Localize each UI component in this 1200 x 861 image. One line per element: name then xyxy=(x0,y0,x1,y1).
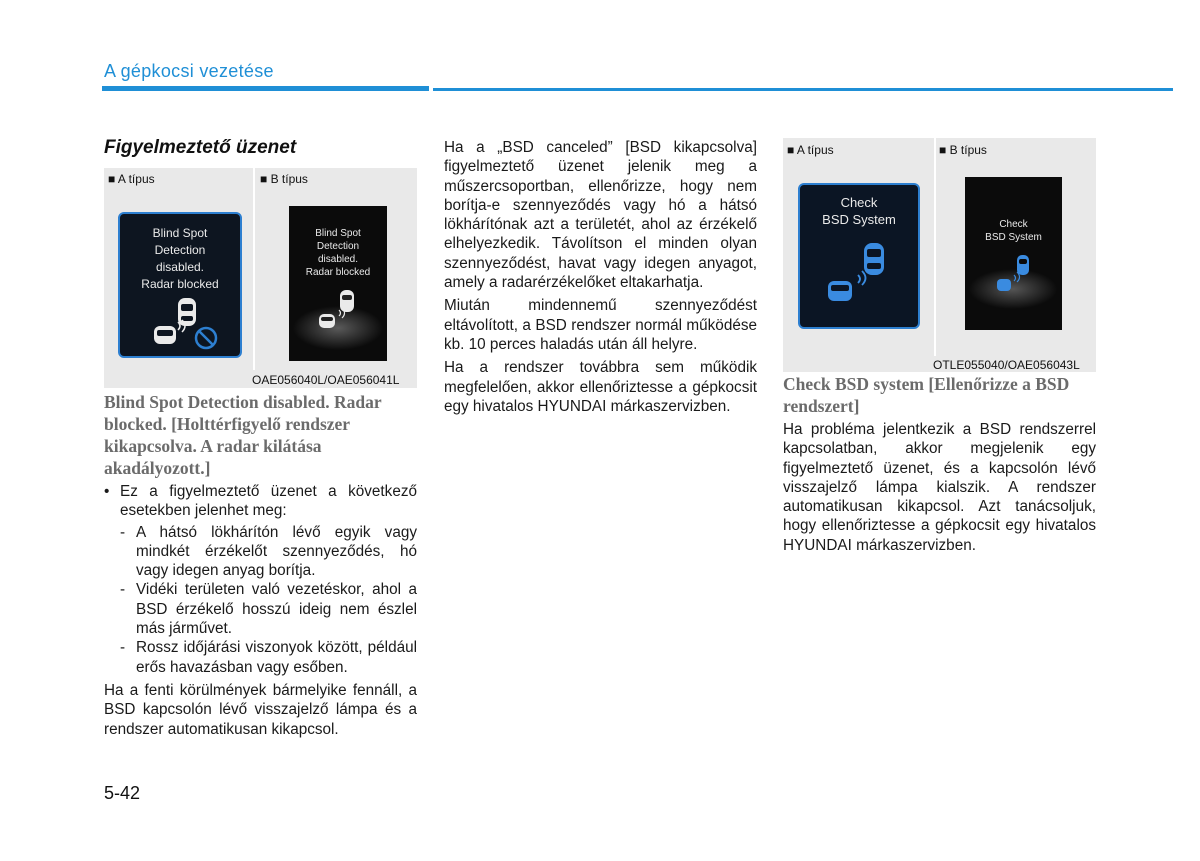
caption-left: Blind Spot Detection disabled. Radar blocked. [Holttérfigyelő rendszer kikapcsolva. A radar kilátása akadályozott.] xyxy=(104,392,382,478)
header-rule-thick xyxy=(102,86,429,91)
dash-item-text: A hátsó lökhárítón lévő egyik vagy mindkét érzékelőt szennyeződés, hó vagy idegen anyag borítja. xyxy=(136,523,417,580)
screen-line: Check xyxy=(840,195,878,210)
right-body xyxy=(783,420,1096,559)
cluster-screen-b xyxy=(289,206,387,361)
dash-item: - Rossz időjárási viszonyok között, például erős havazásban vagy esőben. xyxy=(120,639,417,676)
cluster-screen-a xyxy=(798,183,920,329)
paragraph: Miután mindennemű szennyeződést eltávolított, a BSD rendszer normál működése kb. 10 perces haladás után áll helyre. xyxy=(444,297,757,353)
figure-code: OAE056040L/OAE056041L xyxy=(252,373,400,387)
paragraph: Ha a rendszer továbbra sem működik megfelelően, akkor ellenőriztesse a gépkocsit egy hivatalos HYUNDAI márkaszervizben. xyxy=(444,359,757,415)
bullet-item: • Ez a figyelmeztető üzenet a következő esetekben jelenhet meg: xyxy=(104,482,417,521)
header-rule-thin xyxy=(433,88,1173,91)
figure-label-b: ■ B típus xyxy=(939,143,987,157)
screen-line: Detection xyxy=(154,243,206,257)
paragraph: Ha probléma jelentkezik a BSD rendszerrel kapcsolatban, akkor megjelenik egy figyelmeztető üzenet, és a kapcsolón lévő visszajelző lámpa kialszik. A rendszer automatikusan kikapcsol. Azt tanácsoljuk, hogy ellenőriztesse a gépkocsit egy hivatalos HYUNDAI márkaszervizben. xyxy=(783,421,1096,554)
screen-line: disabled. xyxy=(317,254,359,265)
dash-item: - A hátsó lökhárítón lévő egyik vagy mindkét érzékelőt szennyeződés, hó vagy idegen anyag borítja. xyxy=(120,523,417,580)
paragraph: Ha a „BSD canceled” [BSD kikapcsolva] figyelmeztető üzenet jelenik meg a műszercsoportban, ellenőrizze, hogy nem borítja-e szennyeződés vagy hó a hátsó lökhárítónak azt a területét, ahol az érzékelő elhelyezkedik. Távolítson el minden olyan szennyeződést, havat vagy idegen anyagot, amely a radarérzékelőket eltakarhatja. xyxy=(444,139,757,292)
left-body xyxy=(104,482,417,743)
bsd-scene xyxy=(965,249,1062,319)
car-icon xyxy=(828,281,852,301)
radar-wave-icon xyxy=(858,271,866,285)
page-number: 5-42 xyxy=(104,783,141,803)
car-icon xyxy=(178,298,196,326)
screen-line: BSD System xyxy=(822,212,896,227)
dash-item-text: Rossz időjárási viszonyok között, például erős havazásban vagy esőben. xyxy=(136,639,417,676)
screen-line: Radar blocked xyxy=(141,277,219,291)
cluster-screen-a xyxy=(118,212,242,358)
screen-line: Check xyxy=(999,219,1028,230)
dash-item: - Vidéki területen való vezetéskor, ahol a BSD érzékelő hosszú ideig nem észlel más járművet. xyxy=(120,581,417,638)
figure-left xyxy=(104,168,417,388)
figure-divider xyxy=(253,168,255,370)
car-icon xyxy=(997,279,1011,291)
figure-right xyxy=(783,138,1096,372)
blind-spot-scene xyxy=(120,294,240,354)
figure-label-b: ■ B típus xyxy=(260,172,308,186)
figure-label-a: ■ A típus xyxy=(108,172,155,186)
screen-line: Blind Spot xyxy=(152,226,208,240)
prohibited-icon xyxy=(196,328,216,348)
dash-item-text: Vidéki területen való vezetéskor, ahol a BSD érzékelő hosszú ideig nem észlel más járművet. xyxy=(136,581,417,638)
car-icon xyxy=(154,326,176,344)
figure-code: OTLE055040/OAE056043L xyxy=(933,358,1080,372)
figure-label-a: ■ A típus xyxy=(787,143,834,157)
cluster-screen-b xyxy=(965,177,1062,330)
blind-spot-scene xyxy=(289,286,387,356)
figure-divider xyxy=(934,138,936,356)
caption-right: Check BSD system [Ellenőrizze a BSD rendszert] xyxy=(783,374,1070,416)
car-icon xyxy=(1017,255,1029,275)
screen-line: disabled. xyxy=(155,260,205,274)
car-icon xyxy=(319,314,335,328)
screen-line: Blind Spot xyxy=(315,228,361,239)
middle-body xyxy=(444,138,757,420)
warning-heading: Figyelmeztető üzenet xyxy=(104,137,297,158)
section-title: A gépkocsi vezetése xyxy=(104,61,274,81)
screen-line: BSD System xyxy=(985,232,1042,243)
screen-line: Radar blocked xyxy=(305,267,371,278)
closing-paragraph: Ha a fenti körülmények bármelyike fennáll, a BSD kapcsolón lévő visszajelző lámpa és a rendszer automatikusan kikapcsol. xyxy=(104,681,417,738)
screen-line: Detection xyxy=(316,241,360,252)
bsd-scene xyxy=(800,235,918,325)
car-icon xyxy=(864,243,884,275)
